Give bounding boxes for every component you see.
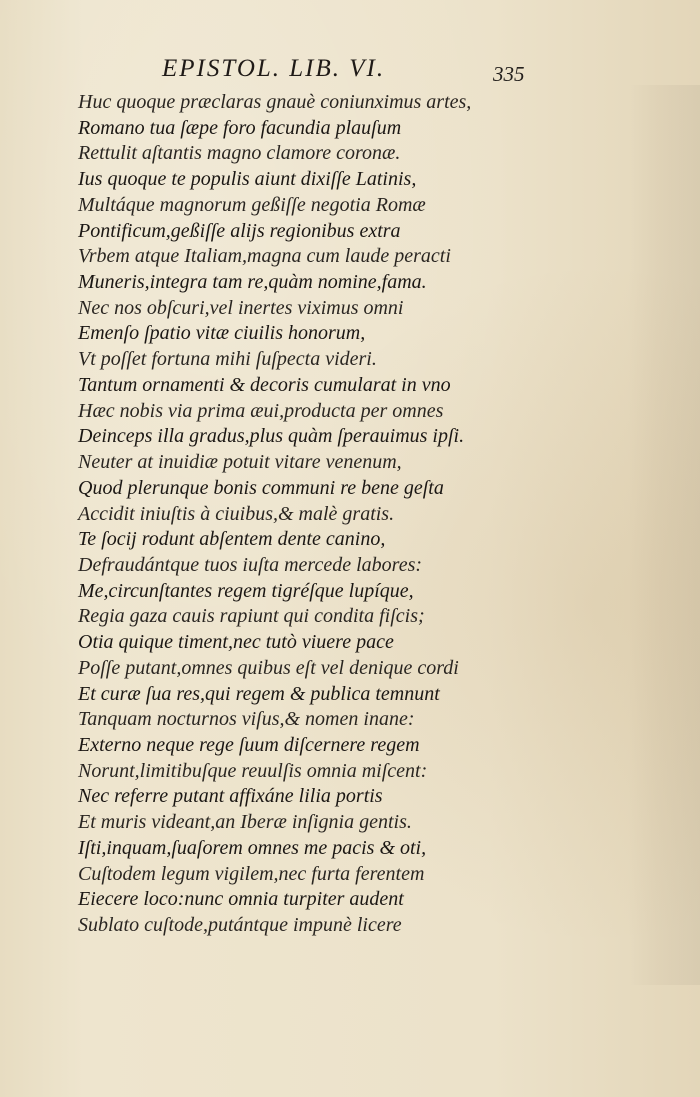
verse-line-1: Huc quoque præclaras gnauè coniunximus artes,	[78, 91, 472, 113]
verse-line-32: Eiecere loco:nunc omnia turpiter audent	[78, 888, 404, 911]
page-number: 335	[493, 62, 525, 86]
verse-line-23: Poſſe putant,omnes quibus eſt vel denique cordi	[78, 656, 459, 679]
verse-line-10: Emenſo ſpatio vitæ ciuilis honorum,	[78, 322, 366, 345]
verse-line-27: Norunt,limitibuſque reuulſis omnia miſcent:	[78, 759, 428, 782]
verse-line-28: Nec referre putant affixáne lilia portis	[78, 785, 383, 808]
verse-line-14: Deinceps illa gradus,plus quàm ſperauimus ipſi.	[78, 425, 465, 448]
verse-block	[78, 90, 528, 939]
verse-line-6: Pontificum,geßiſſe alijs regionibus extra	[78, 219, 401, 242]
verse-line-26: Externo neque rege ſuum diſcernere regem	[78, 733, 420, 756]
verse-line-15: Neuter at inuidiæ potuit vitare venenum,	[78, 451, 402, 474]
verse-line-4: Ius quoque te populis aiunt dixiſſe Latinis,	[78, 168, 417, 191]
verse-line-12: Tantum ornamenti & decoris cumularat in vno	[78, 373, 451, 396]
verse-line-5: Multáque magnorum geßiſſe negotia Romæ	[78, 193, 426, 216]
verse-line-7: Vrbem atque Italiam,magna cum laude peracti	[78, 245, 451, 268]
verse-line-16: Quod plerunque bonis communi re bene geſta	[78, 476, 444, 499]
verse-line-25: Tanquam nocturnos viſus,& nomen inane:	[78, 708, 415, 731]
page-edge-shadow	[628, 85, 700, 985]
verse-line-24: Et curæ ſua res,qui regem & publica temnunt	[78, 682, 440, 705]
verse-line-18: Te ſocij rodunt abſentem dente canino,	[78, 528, 386, 551]
verse-line-11: Vt poſſet fortuna mihi ſuſpecta videri.	[78, 348, 377, 371]
verse-line-33: Sublato cuſtode,putántque impunè licere	[78, 914, 402, 936]
verse-line-21: Regia gaza cauis rapiunt qui condita fiſcis;	[78, 605, 425, 628]
verse-line-2: Romano tua ſæpe foro facundia plauſum	[78, 116, 402, 139]
verse-line-20: Me,circunſtantes regem tigréſque lupíque,	[78, 579, 414, 602]
verse-line-13: Hæc nobis via prima æui,producta per omnes	[78, 399, 444, 422]
verse-line-30: Iſti,inquam,ſuaſorem omnes me pacis & oti,	[78, 836, 427, 859]
verse-line-3: Rettulit aſtantis magno clamore coronæ.	[78, 142, 401, 165]
verse-line-22: Otia quique timent,nec tutò viuere pace	[78, 631, 394, 654]
verse-line-17: Accidit iniuſtis à ciuibus,& malè gratis.	[78, 502, 395, 525]
verse-line-29: Et muris videant,an Iberæ inſignia gentis.	[78, 811, 412, 834]
verse-line-19: Defraudántque tuos iuſta mercede labores:	[78, 553, 423, 576]
verse-line-9: Nec nos obſcuri,vel inertes viximus omni	[78, 296, 404, 319]
verse-line-8: Muneris,integra tam re,quàm nomine,fama.	[78, 271, 427, 294]
verse-line-31: Cuſtodem legum vigilem,nec furta ferentem	[78, 862, 425, 885]
running-head: EPISTOL. LIB. VI.	[162, 55, 386, 82]
